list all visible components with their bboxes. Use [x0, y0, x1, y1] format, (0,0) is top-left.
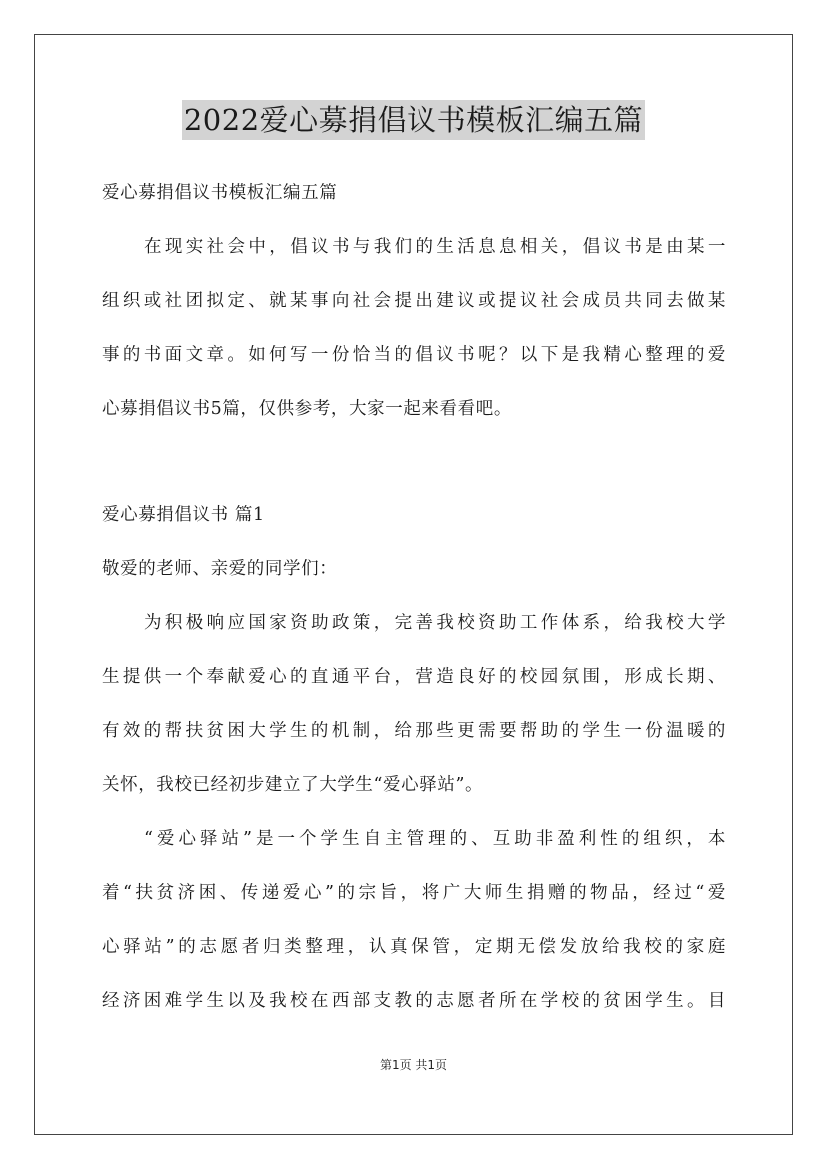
paragraph-line: 关怀，我校已经初步建立了大学生“爱心驿站”。 [102, 775, 484, 795]
body-paragraph-1 [102, 596, 726, 812]
paragraph-line: 心驿站”的志愿者归类整理，认真保管，定期无偿发放给我校的家庭 [102, 937, 726, 957]
intro-line: 组织或社团拟定、就某事向社会提出建议或提议社会成员共同去做某 [102, 291, 726, 311]
intro-line: 事的书面文章。如何写一份恰当的倡议书呢？以下是我精心整理的爱 [102, 345, 726, 365]
intro-line: 心募捐倡议书5篇，仅供参考，大家一起来看看吧。 [102, 399, 512, 419]
paragraph-line: 有效的帮扶贫困大学生的机制，给那些更需要帮助的学生一份温暖的 [102, 721, 726, 741]
paragraph-line: 为积极响应国家资助政策，完善我校资助工作体系，给我校大学 [144, 613, 726, 633]
salutation: 敬爱的老师、亲爱的同学们： [102, 559, 338, 579]
document-body [102, 166, 726, 1028]
title-container [0, 100, 827, 140]
paragraph-line: “爱心驿站”是一个学生自主管理的、互助非盈利性的组织，本 [144, 829, 726, 849]
intro-paragraph [102, 220, 726, 436]
page-footer: 第1页 共1页 [379, 1058, 448, 1072]
body-paragraph-2 [102, 812, 726, 1028]
intro-line: 在现实社会中，倡议书与我们的生活息息相关，倡议书是由某一 [144, 237, 726, 257]
spacer [102, 436, 726, 488]
document-subtitle: 爱心募捐倡议书模板汇编五篇 [102, 183, 338, 203]
paragraph-line: 经济困难学生以及我校在西部支教的志愿者所在学校的贫困学生。目 [102, 991, 726, 1011]
paragraph-line: 生提供一个奉献爱心的直通平台，营造良好的校园氛围，形成长期、 [102, 667, 726, 687]
section-heading: 爱心募捐倡议书 篇1 [102, 505, 265, 525]
document-title: 2022爱心募捐倡议书模板汇编五篇 [182, 100, 645, 140]
paragraph-line: 着“扶贫济困、传递爱心”的宗旨，将广大师生捐赠的物品，经过“爱 [102, 883, 726, 903]
